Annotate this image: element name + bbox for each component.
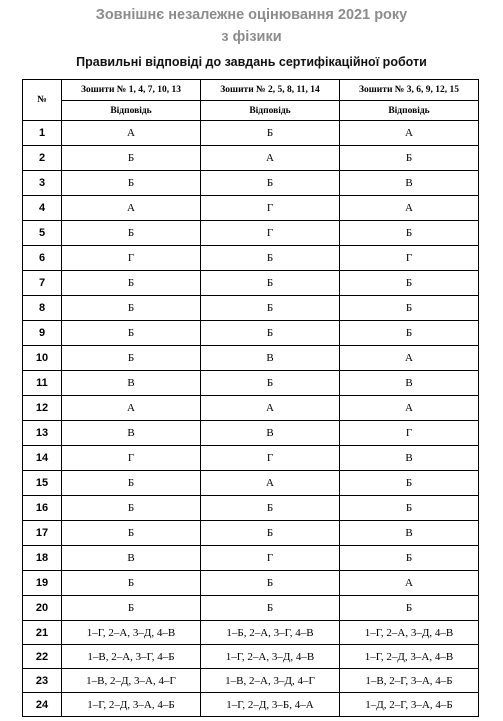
- answers-table: [22, 79, 479, 717]
- answer-cell: Б: [201, 271, 340, 296]
- question-number: 10: [23, 346, 62, 371]
- answer-cell: В: [201, 421, 340, 446]
- answer-cell: 1–Г, 2–А, 3–Д, 4–В: [62, 621, 201, 645]
- table-row: [23, 645, 479, 669]
- answer-cell: Б: [340, 321, 479, 346]
- answer-cell: Б: [62, 346, 201, 371]
- question-number: 20: [23, 596, 62, 621]
- answer-cell: А: [340, 121, 479, 146]
- table-row: [23, 271, 479, 296]
- answer-cell: Б: [201, 571, 340, 596]
- table-row: [23, 496, 479, 521]
- answer-cell: А: [62, 121, 201, 146]
- column-header-variant-3: Зошити № 3, 6, 9, 12, 15: [340, 80, 479, 101]
- question-number: 22: [23, 645, 62, 669]
- answer-cell: Б: [201, 246, 340, 271]
- question-number: 18: [23, 546, 62, 571]
- answer-cell: Г: [201, 196, 340, 221]
- answer-cell: А: [62, 396, 201, 421]
- answer-cell: Б: [62, 496, 201, 521]
- answer-cell: 1–Д, 2–Г, 3–А, 4–Б: [340, 693, 479, 717]
- answers-table-body: [23, 121, 479, 717]
- question-number: 4: [23, 196, 62, 221]
- table-row: [23, 121, 479, 146]
- answer-cell: В: [62, 371, 201, 396]
- answer-cell: Б: [340, 496, 479, 521]
- column-header-variant-2: Зошити № 2, 5, 8, 11, 14: [201, 80, 340, 101]
- answer-cell: Г: [340, 246, 479, 271]
- question-number: 2: [23, 146, 62, 171]
- document-title-subject: з фізики: [221, 29, 282, 45]
- table-row: [23, 171, 479, 196]
- answer-cell: 1–Г, 2–Д, 3–А, 4–Б: [62, 693, 201, 717]
- table-row: [23, 321, 479, 346]
- table-row: [23, 146, 479, 171]
- question-number: 3: [23, 171, 62, 196]
- answer-cell: Б: [62, 571, 201, 596]
- answer-cell: Б: [62, 146, 201, 171]
- question-number: 23: [23, 669, 62, 693]
- answer-cell: 1–В, 2–А, 3–Г, 4–Б: [62, 645, 201, 669]
- answer-cell: Г: [201, 221, 340, 246]
- answer-cell: Б: [62, 296, 201, 321]
- answer-cell: А: [340, 571, 479, 596]
- answer-label-2: Відповідь: [201, 101, 340, 121]
- answer-cell: А: [62, 196, 201, 221]
- answer-cell: В: [62, 546, 201, 571]
- table-row: [23, 221, 479, 246]
- answer-cell: Б: [62, 271, 201, 296]
- question-number: 7: [23, 271, 62, 296]
- answer-cell: Б: [340, 596, 479, 621]
- table-row: [23, 669, 479, 693]
- answer-cell: Б: [201, 296, 340, 321]
- table-row: [23, 571, 479, 596]
- answer-cell: Б: [340, 546, 479, 571]
- answer-cell: В: [340, 371, 479, 396]
- answer-cell: 1–В, 2–Г, 3–А, 4–Б: [340, 669, 479, 693]
- question-number: 5: [23, 221, 62, 246]
- answer-cell: Б: [62, 171, 201, 196]
- table-row: [23, 196, 479, 221]
- question-number: 19: [23, 571, 62, 596]
- question-number: 24: [23, 693, 62, 717]
- document-title: Зовнішнє незалежне оцінювання 2021 року: [95, 7, 408, 23]
- answer-cell: 1–Г, 2–А, 3–Д, 4–В: [201, 645, 340, 669]
- number-column-header: №: [23, 80, 62, 121]
- answer-cell: Б: [340, 296, 479, 321]
- answer-cell: 1–Б, 2–А, 3–Г, 4–В: [201, 621, 340, 645]
- answer-cell: Б: [201, 121, 340, 146]
- answer-cell: Г: [62, 446, 201, 471]
- answer-cell: Б: [201, 521, 340, 546]
- table-row: [23, 346, 479, 371]
- answer-cell: Б: [62, 596, 201, 621]
- answer-cell: Б: [340, 271, 479, 296]
- table-row: [23, 446, 479, 471]
- answer-cell: 1–В, 2–А, 3–Д, 4–Г: [201, 669, 340, 693]
- answer-cell: Г: [201, 446, 340, 471]
- answer-cell: Г: [340, 421, 479, 446]
- answer-cell: А: [201, 146, 340, 171]
- answer-cell: Б: [340, 146, 479, 171]
- table-row: [23, 371, 479, 396]
- table-row: [23, 546, 479, 571]
- question-number: 9: [23, 321, 62, 346]
- column-header-variant-1: Зошити № 1, 4, 7, 10, 13: [62, 80, 201, 101]
- answer-cell: В: [340, 446, 479, 471]
- table-caption: Правильні відповіді до завдань сертифікаційної роботи: [76, 55, 427, 69]
- question-number: 14: [23, 446, 62, 471]
- table-header-row: [23, 80, 479, 101]
- question-number: 21: [23, 621, 62, 645]
- answer-cell: Б: [201, 371, 340, 396]
- answer-cell: Б: [201, 321, 340, 346]
- table-row: [23, 621, 479, 645]
- question-number: 15: [23, 471, 62, 496]
- answer-cell: 1–В, 2–Д, 3–А, 4–Г: [62, 669, 201, 693]
- answer-cell: Б: [201, 171, 340, 196]
- answer-cell: Б: [201, 496, 340, 521]
- answer-cell: 1–Г, 2–Д, 3–А, 4–В: [340, 645, 479, 669]
- answer-cell: А: [201, 396, 340, 421]
- answer-cell: А: [340, 396, 479, 421]
- answer-cell: Г: [62, 246, 201, 271]
- question-number: 8: [23, 296, 62, 321]
- answer-cell: Б: [62, 471, 201, 496]
- table-row: [23, 421, 479, 446]
- question-number: 16: [23, 496, 62, 521]
- question-number: 12: [23, 396, 62, 421]
- question-number: 17: [23, 521, 62, 546]
- table-row: [23, 396, 479, 421]
- answer-cell: А: [340, 196, 479, 221]
- answer-cell: В: [62, 421, 201, 446]
- table-row: [23, 693, 479, 717]
- answer-cell: Б: [340, 221, 479, 246]
- table-row: [23, 246, 479, 271]
- table-row: [23, 296, 479, 321]
- question-number: 13: [23, 421, 62, 446]
- answer-cell: В: [340, 171, 479, 196]
- table-subheader-row: [23, 101, 479, 121]
- table-row: [23, 521, 479, 546]
- answer-cell: В: [201, 346, 340, 371]
- answer-cell: Г: [201, 546, 340, 571]
- answer-cell: 1–Г, 2–А, 3–Д, 4–В: [340, 621, 479, 645]
- answer-label-1: Відповідь: [62, 101, 201, 121]
- answer-cell: Б: [201, 596, 340, 621]
- table-row: [23, 471, 479, 496]
- answer-cell: 1–Г, 2–Д, 3–Б, 4–А: [201, 693, 340, 717]
- question-number: 11: [23, 371, 62, 396]
- answer-cell: А: [201, 471, 340, 496]
- table-row: [23, 596, 479, 621]
- question-number: 1: [23, 121, 62, 146]
- answer-cell: Б: [62, 521, 201, 546]
- answer-cell: А: [340, 346, 479, 371]
- answer-label-3: Відповідь: [340, 101, 479, 121]
- question-number: 6: [23, 246, 62, 271]
- answer-cell: Б: [62, 321, 201, 346]
- answer-cell: В: [340, 521, 479, 546]
- answer-cell: Б: [62, 221, 201, 246]
- answer-cell: Б: [340, 471, 479, 496]
